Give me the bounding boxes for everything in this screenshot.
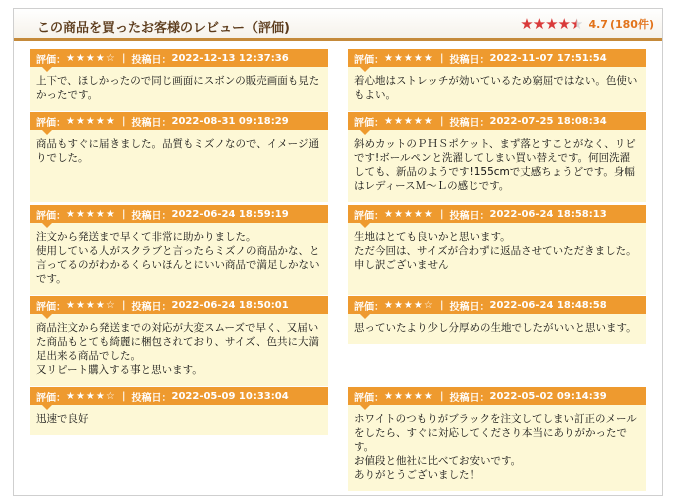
review-header <box>14 9 662 41</box>
review-stars: ★★★★★ <box>384 52 434 64</box>
review-date: 2022-11-07 17:51:54 <box>489 52 607 64</box>
review-stars: ★★★★☆ <box>384 299 434 311</box>
separator: | <box>439 390 444 402</box>
posted-label: 投稿日： <box>131 210 172 222</box>
posted-label: 投稿日： <box>131 392 172 404</box>
review-date: 2022-08-31 09:18:29 <box>171 115 289 127</box>
review-item <box>30 205 328 295</box>
review-item <box>30 49 328 111</box>
review-meta-bar <box>348 112 646 130</box>
rating-label: 評価： <box>36 210 66 222</box>
review-stars: ★★★★★ <box>384 390 434 402</box>
rating-label: 評価： <box>354 117 384 129</box>
review-meta-bar <box>30 49 328 67</box>
review-item <box>30 387 328 435</box>
separator: | <box>439 115 444 127</box>
review-date: 2022-05-02 09:14:39 <box>489 390 607 402</box>
review-stars: ★★★★☆ <box>66 390 116 402</box>
review-panel <box>13 8 663 496</box>
review-item <box>348 296 646 344</box>
review-item <box>30 112 328 202</box>
posted-label: 投稿日： <box>449 392 490 404</box>
rating-label: 評価： <box>354 210 384 222</box>
full-star-icons: ★★★★ <box>520 15 571 33</box>
separator: | <box>439 208 444 220</box>
review-date: 2022-07-25 18:08:34 <box>489 115 607 127</box>
review-meta-bar <box>348 296 646 314</box>
posted-label: 投稿日： <box>131 301 172 313</box>
review-date: 2022-06-24 18:48:58 <box>489 299 607 311</box>
review-text: 着心地はストレッチが効いているため窮屈ではない。色使いもよい。 <box>348 67 646 111</box>
review-stars: ★★★★★ <box>384 115 434 127</box>
review-meta-bar <box>30 387 328 405</box>
review-item <box>348 205 646 295</box>
half-star-icon: ★ <box>570 15 583 33</box>
review-meta-bar <box>348 387 646 405</box>
review-text: 商品注文から発送までの対応が大変スムーズで早く、又届いた商品もとても綺麗に梱包されており、サイズ、色共に大満足出来る商品でした。 又リピート購入する事と思います。 <box>30 314 328 386</box>
review-text: 斜めカットのＰＨＳポケット、まず落とすことがなく、リピです!ボールペンと洗濯してしまい買い替えです。何回洗濯しても、新品のようです!155cmで丈感ちょうどです。身幅はレディースＭ～Ｌの感じです。 <box>348 130 646 202</box>
review-count-link[interactable]: (180件) <box>609 18 654 31</box>
average-rating <box>520 15 654 33</box>
review-date: 2022-12-13 12:37:36 <box>171 52 289 64</box>
separator: | <box>121 299 126 311</box>
posted-label: 投稿日： <box>131 117 172 129</box>
review-text: 商品もすぐに届きました。品質もミズノなので、イメージ通りでした。 <box>30 130 328 202</box>
review-meta-bar <box>348 205 646 223</box>
separator: | <box>439 299 444 311</box>
average-star-icons <box>520 15 582 33</box>
rating-label: 評価： <box>36 301 66 313</box>
review-text: 迅速で良好 <box>30 405 328 435</box>
review-text: 生地はとても良いかと思います。 ただ今回は、サイズが合わずに返品させていただきました。 申し訳ございません <box>348 223 646 295</box>
review-stars: ★★★★★ <box>384 208 434 220</box>
review-meta-bar <box>348 49 646 67</box>
separator: | <box>121 390 126 402</box>
review-date: 2022-05-09 10:33:04 <box>171 390 289 402</box>
review-stars: ★★★★★ <box>66 208 116 220</box>
separator: | <box>121 52 126 64</box>
separator: | <box>121 115 126 127</box>
separator: | <box>121 208 126 220</box>
review-item <box>348 387 646 491</box>
review-text: 思っていたより少し分厚めの生地でしたがいいと思います。 <box>348 314 646 344</box>
review-meta-bar <box>30 112 328 130</box>
rating-label: 評価： <box>354 54 384 66</box>
posted-label: 投稿日： <box>449 301 490 313</box>
review-item <box>348 112 646 202</box>
rating-label: 評価： <box>36 117 66 129</box>
review-stars: ★★★★☆ <box>66 299 116 311</box>
review-stars: ★★★★★ <box>66 115 116 127</box>
posted-label: 投稿日： <box>131 54 172 66</box>
rating-label: 評価： <box>36 54 66 66</box>
review-text: 上下で、ほしかったので同じ画面にスボンの販売画面も見たかったです。 <box>30 67 328 111</box>
separator: | <box>439 52 444 64</box>
review-section-title: この商品を買ったお客様のレビュー（評価) <box>37 21 290 36</box>
posted-label: 投稿日： <box>449 54 490 66</box>
review-meta-bar <box>30 205 328 223</box>
rating-label: 評価： <box>36 392 66 404</box>
review-text: 注文から発送まで早くて非常に助かりました。 使用している人がスクラブと言ったらミズノの商品かな、と言ってるのがわかるくらいほんとにいい商品で満足しかないです。 <box>30 223 328 295</box>
rating-label: 評価： <box>354 392 384 404</box>
average-rating-value: 4.7 <box>588 17 608 31</box>
posted-label: 投稿日： <box>449 210 490 222</box>
rating-label: 評価： <box>354 301 384 313</box>
review-meta-bar <box>30 296 328 314</box>
review-item <box>30 296 328 386</box>
review-item <box>348 49 646 111</box>
review-date: 2022-06-24 18:59:19 <box>171 208 289 220</box>
posted-label: 投稿日： <box>449 117 490 129</box>
review-date: 2022-06-24 18:50:01 <box>171 299 289 311</box>
review-date: 2022-06-24 18:58:13 <box>489 208 607 220</box>
review-stars: ★★★★☆ <box>66 52 116 64</box>
review-text: ホワイトのつもりがブラックを注文してしまい訂正のメールをしたら、すぐに対応してくださり本当にありがかったです。 お値段と他社に比べてお安いです。 ありがとうございました！ <box>348 405 646 491</box>
